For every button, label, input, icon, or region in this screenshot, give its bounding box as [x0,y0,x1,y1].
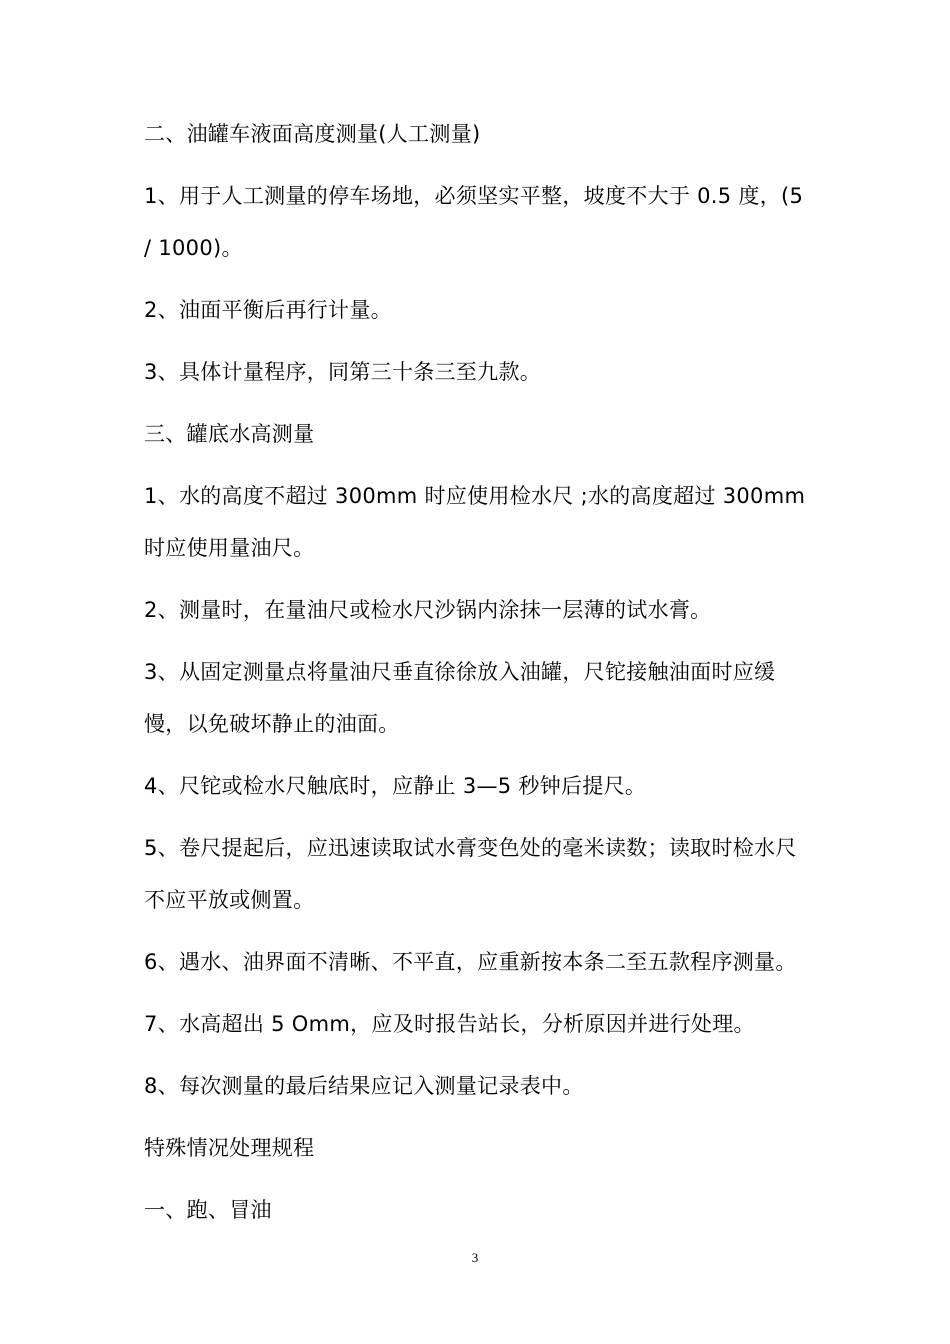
section-heading-special-cases: 特殊情况处理规程 [144,1136,315,1160]
paragraph-item: 8、每次测量的最后结果应记入测量记录表中。 [144,1074,584,1098]
paragraph-item: 3、具体计量程序，同第三十条三至九款。 [144,360,542,384]
paragraph-item: 2、油面平衡后再行计量。 [144,298,392,322]
section-heading-tank-truck-level: 二、油罐车液面高度测量(人工测量) [144,122,481,146]
paragraph-item: 4、尺铊或检水尺触底时，应静止 3—5 秒钟后提尺。 [144,774,647,798]
paragraph-item: 1、用于人工测量的停车场地，必须坚实平整，坡度不大于 0.5 度，(5 / 1000)。 [144,184,804,260]
document-body [144,108,814,1246]
paragraph-item: 6、遇水、油界面不清晰、不平直，应重新按本条二至五款程序测量。 [144,950,797,974]
paragraph-item: 2、测量时，在量油尺或检水尺沙锅内涂抹一层薄的试水膏。 [144,598,712,622]
section-heading-overflow: 一、跑、冒油 [144,1198,272,1222]
page-number: 3 [471,1250,479,1265]
paragraph-item: 5、卷尺提起后，应迅速读取试水膏变色处的毫米读数；读取时检水尺不应平放或侧置。 [144,836,797,912]
paragraph-item: 3、从固定测量点将量油尺垂直徐徐放入油罐，尺铊接触油面时应缓慢，以免破坏静止的油面。 [144,660,776,736]
paragraph-item: 7、水高超出 5 Omm，应及时报告站长，分析原因并进行处理。 [144,1012,755,1036]
paragraph-item: 1、水的高度不超过 300mm 时应使用检水尺 ;水的高度超过 300mm 时应使用量油尺。 [144,484,806,560]
section-heading-water-height: 三、罐底水高测量 [144,422,315,446]
